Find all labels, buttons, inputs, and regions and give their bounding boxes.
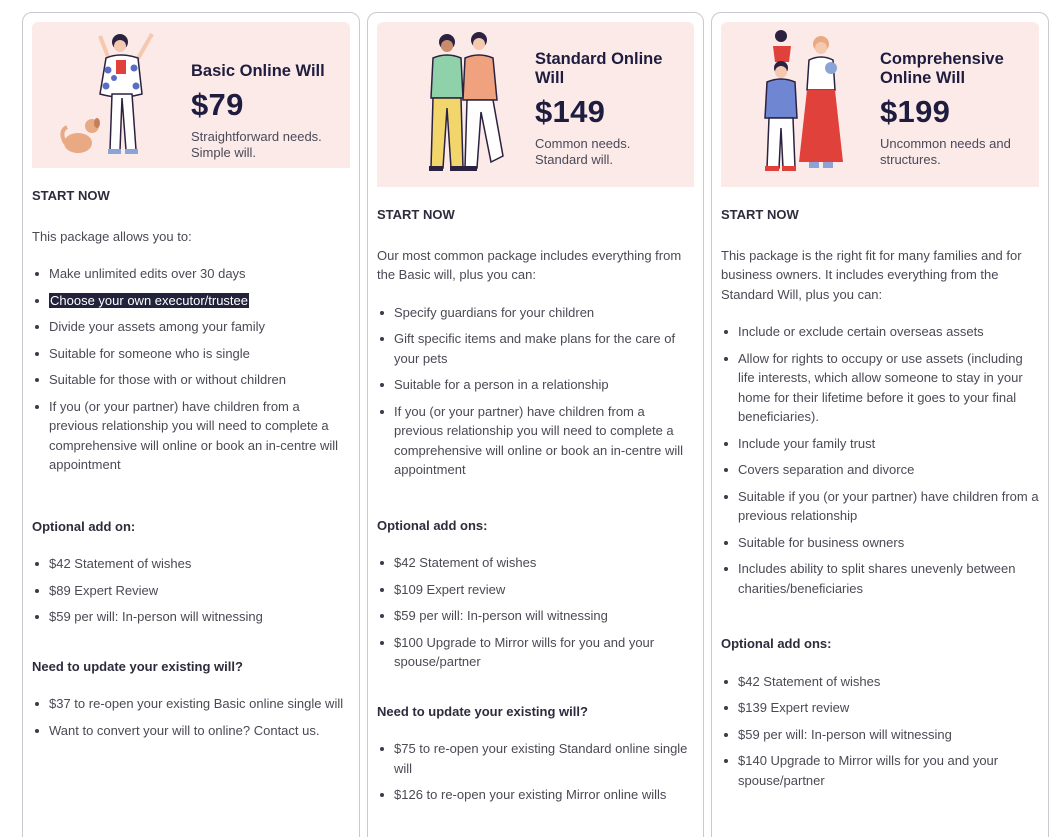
plan-name: Comprehensive Online Will (880, 50, 1004, 87)
addon-text: $59 per will: In-person will witnessing (394, 608, 608, 623)
feature-text: Suitable for a person in a relationship (394, 377, 609, 392)
addon-text: $109 Expert review (394, 581, 506, 597)
plan-name: Standard Online Will (535, 50, 663, 87)
feature-text-selected: Choose your own executor/trustee (50, 292, 248, 308)
list-item (32, 264, 351, 284)
list-item (32, 607, 351, 627)
feature-text: Gift specific items and make plans for the care of your pets (394, 331, 676, 366)
plan-name: Basic Online Will (191, 62, 325, 80)
feature-text: Covers separation and divorce (738, 462, 915, 477)
feature-text: Divide your assets among your family (49, 319, 266, 334)
tagline-line-2: Simple will. (191, 145, 257, 160)
addon-text: $89 Expert Review (49, 582, 159, 598)
list-item (377, 375, 695, 395)
list-item (721, 751, 1040, 790)
addon-text: $42 Statement of wishes (738, 673, 881, 689)
plan-info-comprehensive (880, 50, 1045, 168)
list-item (721, 698, 1040, 718)
addons-heading: Optional add ons: (377, 517, 488, 533)
list-item (32, 554, 351, 574)
feature-text: Includes ability to split shares unevenly between charities/beneficiaries (738, 561, 1016, 596)
plan-card-basic (22, 12, 360, 837)
update-text: $37 to re-open your existing Basic online single will (49, 696, 344, 711)
plan-price: $79 (191, 87, 244, 122)
tagline-line-2: Standard will. (535, 152, 614, 167)
list-item (32, 581, 351, 601)
plan-price: $149 (535, 94, 606, 129)
plan-intro: Our most common package includes everything from the Basic will, plus you can: (377, 247, 682, 282)
plan-intro: This package is the right fit for many families and for business owners. It includes everything from the Standard Will, plus you can: (721, 247, 1022, 302)
list-item (377, 633, 695, 672)
plan-body-basic (32, 186, 351, 747)
update-heading: Need to update your existing will? (377, 703, 588, 719)
start-now-link[interactable]: START NOW (377, 207, 455, 222)
addon-list (721, 672, 1040, 791)
update-list (32, 694, 351, 740)
plan-tagline (535, 136, 700, 168)
list-item (721, 460, 1040, 480)
addon-text: $139 Expert review (738, 700, 850, 715)
list-item (721, 533, 1040, 553)
tagline-line-1: Common needs. (535, 136, 631, 151)
list-item (377, 606, 695, 626)
addons-heading: Optional add ons: (721, 636, 832, 651)
update-text: $126 to re-open your existing Mirror online wills (394, 787, 667, 802)
update-text: Want to convert your will to online? Contact us. (49, 722, 320, 738)
plan-price: $199 (880, 94, 951, 129)
addon-list (377, 553, 695, 672)
tagline-line-1: Straightforward needs. (191, 129, 322, 144)
list-item (721, 672, 1040, 692)
feature-text: Make unlimited edits over 30 days (49, 266, 246, 281)
plan-body-standard (377, 205, 695, 812)
addon-text: $59 per will: In-person will witnessing (738, 726, 952, 742)
feature-text: If you (or your partner) have children from a previous relationship you will need to complete a comprehensive will online or book an in-centre will appointment (394, 403, 684, 477)
addons-heading: Optional add on: (32, 518, 136, 534)
illustration-couple (405, 28, 525, 178)
addon-text: $140 Upgrade to Mirror wills for you and your spouse/partner (738, 753, 999, 788)
feature-list (721, 322, 1040, 598)
addon-list (32, 554, 351, 627)
list-item (32, 291, 351, 311)
tagline-line-2: structures. (880, 152, 941, 167)
feature-text: Suitable for those with or without children (49, 372, 287, 387)
update-text: $75 to re-open your existing Standard online single will (394, 741, 688, 776)
plan-card-comprehensive (711, 12, 1049, 837)
plan-body-comprehensive (721, 205, 1040, 797)
start-now-link[interactable]: START NOW (721, 207, 799, 222)
list-item (721, 487, 1040, 526)
addon-text: $42 Statement of wishes (49, 556, 192, 571)
feature-text: Include or exclude certain overseas assets (738, 324, 984, 339)
plan-tagline (880, 136, 1045, 168)
plan-hero-basic (32, 22, 350, 168)
list-item (32, 721, 351, 741)
plan-info-standard (535, 50, 700, 168)
plan-intro: This package allows you to: (32, 228, 192, 244)
list-item (377, 402, 695, 480)
list-item (32, 397, 351, 475)
list-item (721, 559, 1040, 598)
list-item (32, 317, 351, 337)
feature-text: If you (or your partner) have children from a previous relationship you will need to complete a comprehensive will online or book an in-centre will appointment (49, 398, 339, 472)
illustration-woman-with-dog (56, 28, 176, 158)
plan-info-basic (191, 62, 325, 161)
list-item (32, 370, 351, 390)
list-item (377, 580, 695, 600)
list-item (721, 322, 1040, 342)
feature-text: Suitable for business owners (738, 534, 905, 550)
update-list (377, 739, 695, 805)
feature-text: Include your family trust (738, 435, 876, 451)
list-item (377, 303, 695, 323)
list-item (377, 785, 695, 805)
list-item (721, 725, 1040, 745)
feature-text: Suitable if you (or your partner) have children from a previous relationship (738, 488, 1039, 523)
illustration-family (751, 28, 871, 178)
feature-list (377, 303, 695, 480)
list-item (32, 694, 351, 714)
plan-hero-comprehensive (721, 22, 1039, 187)
tagline-line-1: Uncommon needs and (880, 136, 1011, 151)
plan-hero-standard (377, 22, 694, 187)
start-now-link[interactable]: START NOW (32, 188, 110, 203)
feature-text: Allow for rights to occupy or use assets (including life interests, which allow someone to stay in your home for their lifetime before it goes to your final beneficiaries). (738, 350, 1023, 424)
list-item (721, 434, 1040, 454)
list-item (32, 344, 351, 364)
list-item (721, 349, 1040, 427)
feature-text: Suitable for someone who is single (49, 345, 250, 361)
feature-text: Specify guardians for your children (394, 304, 595, 320)
addon-text: $42 Statement of wishes (394, 555, 537, 570)
list-item (377, 329, 695, 368)
list-item (377, 739, 695, 778)
plan-tagline (191, 129, 325, 161)
update-heading: Need to update your existing will? (32, 658, 243, 674)
addon-text: $100 Upgrade to Mirror wills for you and your spouse/partner (394, 634, 655, 669)
addon-text: $59 per will: In-person will witnessing (49, 609, 263, 624)
feature-list (32, 264, 351, 475)
list-item (377, 553, 695, 573)
plan-card-standard (367, 12, 704, 837)
